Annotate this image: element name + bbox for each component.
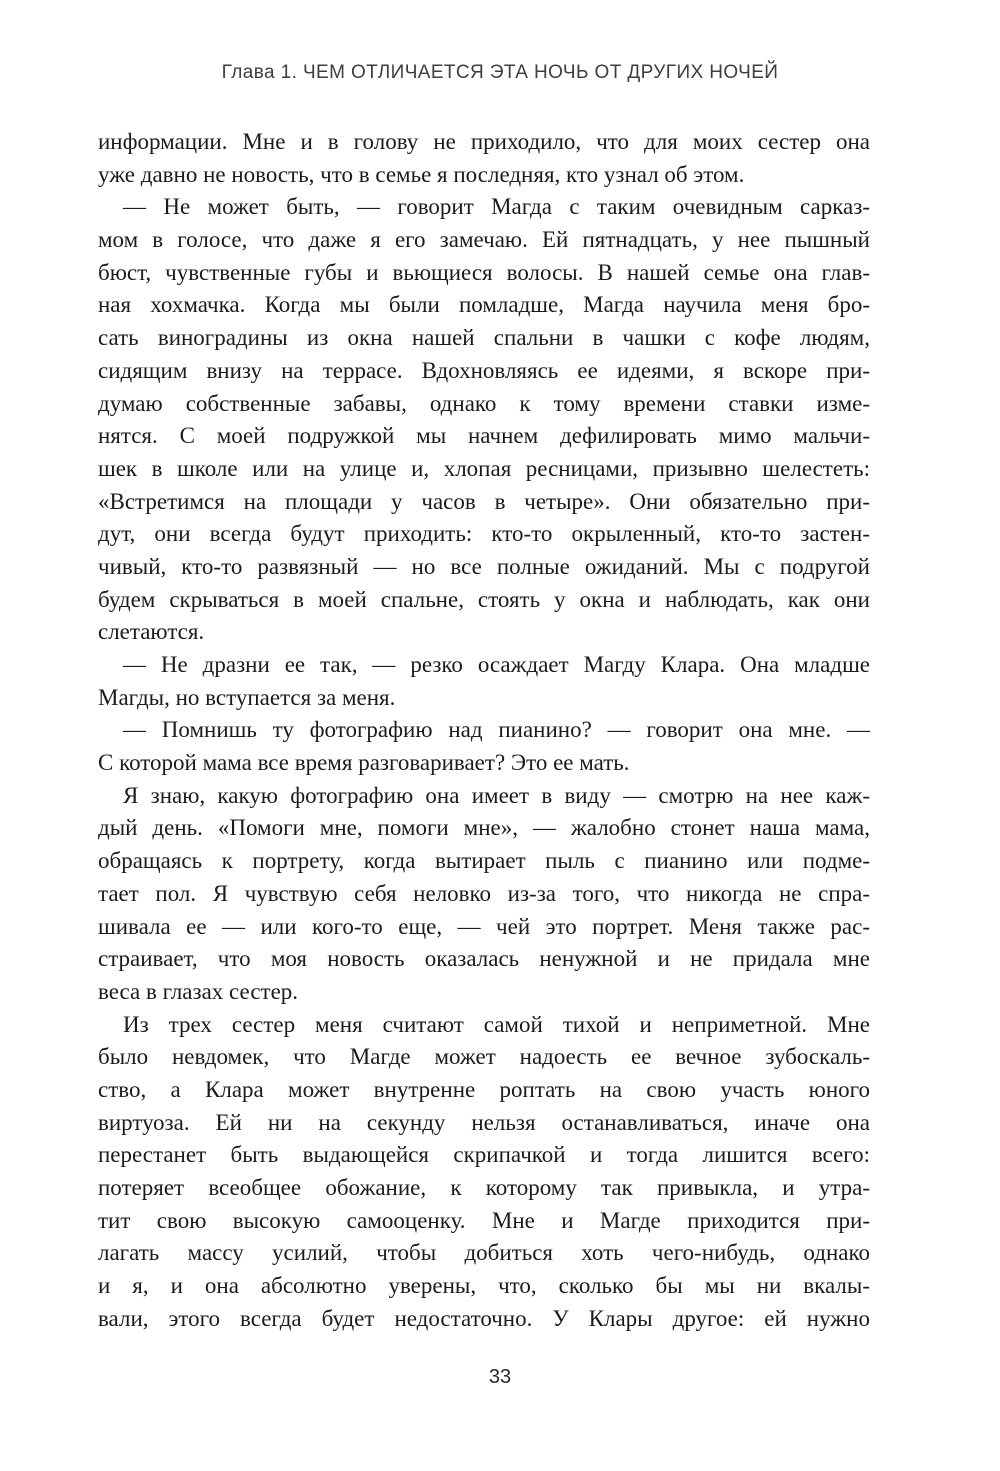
- text-line: — Не дразни ее так, — резко осаждает Магду Клара. Она младше: [123, 652, 870, 677]
- text-line: лагать массу усилий, чтобы добиться хоть чего-нибудь, однако: [98, 1240, 870, 1266]
- text-line: дут, они всегда будут приходить: кто-то окрыленный, кто-то застен-: [98, 521, 870, 547]
- body-text: [98, 126, 870, 1335]
- text-line: тит свою высокую самооценку. Мне и Магде приходится при-: [98, 1207, 870, 1233]
- text-line: Из трех сестер меня считают самой тихой и неприметной. Мне: [123, 1011, 870, 1037]
- text-line: бюст, чувственные губы и вьющиеся волосы. В нашей семье она глав-: [98, 259, 870, 285]
- text-line: слетаются.: [98, 619, 205, 645]
- text-line: информации. Мне и в голову не приходило, что для моих сестер она: [98, 129, 870, 154]
- text-line: мом в голосе, что даже я его замечаю. Ей пятнадцать, у нее пышный: [98, 227, 870, 253]
- text-line: обращаясь к портрету, когда вытирает пыль с пианино или подме-: [98, 848, 870, 874]
- chapter-running-head: Глава 1. ЧЕМ ОТЛИЧАЕТСЯ ЭТА НОЧЬ ОТ ДРУГИХ НОЧЕЙ: [221, 62, 779, 83]
- text-line: сидящим внизу на террасе. Вдохновляясь ее идеями, я вскоре при-: [98, 357, 870, 383]
- paragraph: [98, 649, 870, 714]
- text-line: и я, и она абсолютно уверены, что, сколько бы мы ни вкалы-: [98, 1273, 870, 1299]
- text-line: виртуоза. Ей ни на секунду нельзя останавливаться, иначе она: [98, 1109, 870, 1135]
- text-line: тает пол. Я чувствую себя неловко из-за того, что никогда не спра-: [98, 880, 870, 906]
- paragraph: [98, 1009, 870, 1336]
- text-line: чивый, кто-то развязный — но все полные ожиданий. Мы с подругой: [98, 553, 870, 579]
- text-line: нятся. С моей подружкой мы начнем дефилировать мимо мальчи-: [98, 423, 870, 449]
- page-number: 33: [488, 1366, 512, 1388]
- text-line: шек в школе или на улице и, хлопая ресницами, призывно шелестеть:: [98, 455, 870, 481]
- text-line: шивала ее — или кого-то еще, — чей это портрет. Меня также рас-: [98, 913, 870, 939]
- paragraph: [98, 780, 870, 1009]
- text-line: Магды, но вступается за меня.: [98, 684, 396, 710]
- paragraph: [98, 191, 870, 649]
- text-line: «Встретимся на площади у часов в четыре». Они обязательно при-: [98, 488, 870, 514]
- text-line: Я знаю, какую фотографию она имеет в виду — смотрю на нее каж-: [123, 782, 870, 808]
- paragraph: [98, 714, 870, 779]
- text-line: ство, а Клара может внутренне роптать на свою участь юного: [98, 1076, 870, 1102]
- text-line: веса в глазах сестер.: [98, 978, 299, 1004]
- text-line: страивает, что моя новость оказалась ненужной и не придала мне: [98, 946, 870, 972]
- text-line: — Помнишь ту фотографию над пианино? — говорит она мне. —: [123, 717, 870, 743]
- text-line: дый день. «Помоги мне, помоги мне», — жалобно стонет наша мама,: [98, 815, 870, 841]
- text-line: будем скрываться в моей спальне, стоять у окна и наблюдать, как они: [98, 586, 870, 612]
- paragraph: [98, 126, 870, 191]
- text-line: было невдомек, что Магде может надоесть ее вечное зубоскаль-: [98, 1044, 870, 1070]
- text-line: сать виноградины из окна нашей спальни в чашки с кофе людям,: [98, 325, 870, 351]
- text-line: — Не может быть, — говорит Магда с таким очевидным сарказ-: [123, 194, 870, 220]
- text-line: ная хохмачка. Когда мы были помладше, Магда научила меня бро-: [98, 292, 870, 318]
- text-line: уже давно не новость, что в семье я последняя, кто узнал об этом.: [98, 161, 745, 187]
- text-line: вали, этого всегда будет недостаточно. У Клары другое: ей нужно: [98, 1305, 870, 1331]
- text-line: думаю собственные забавы, однако к тому времени ставки изме-: [98, 390, 870, 416]
- text-line: перестанет быть выдающейся скрипачкой и тогда лишится всего:: [98, 1142, 870, 1168]
- text-line: С которой мама все время разговаривает? Это ее мать.: [98, 750, 630, 776]
- text-line: потеряет всеобщее обожание, к которому так привыкла, и утра-: [98, 1175, 870, 1200]
